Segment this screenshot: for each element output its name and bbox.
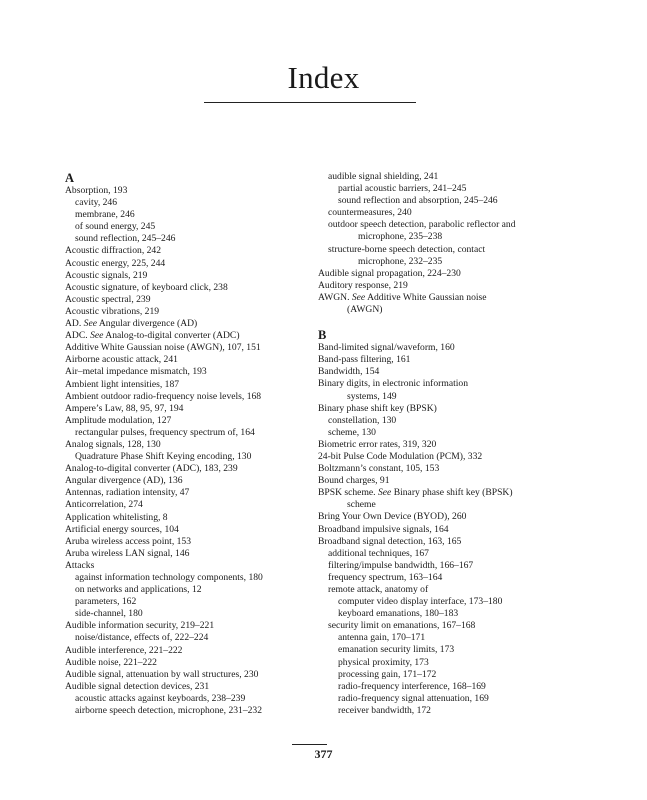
- index-entry: [318, 608, 563, 620]
- entry-text: Audible interference, 221–222: [65, 644, 183, 656]
- entry-text: sound reflection, 245–246: [75, 233, 176, 245]
- entry-text: antenna gain, 170–171: [338, 632, 426, 644]
- entry-text: computer video display interface, 173–180: [338, 596, 503, 608]
- section-gap: [318, 316, 563, 328]
- entry-text: systems, 149: [347, 390, 397, 402]
- index-entry: [318, 268, 563, 280]
- index-entry: [318, 403, 563, 415]
- entry-text: (AWGN): [347, 304, 383, 316]
- index-entry: [65, 572, 305, 584]
- entry-text: Antennas, radiation intensity, 47: [65, 487, 190, 499]
- index-entry: [65, 379, 305, 391]
- index-entry: [65, 270, 305, 282]
- entry-text: receiver bandwidth, 172: [338, 704, 431, 716]
- index-entry: [65, 620, 305, 632]
- entry-text: microphone, 235–238: [358, 231, 443, 243]
- index-entry: [65, 197, 305, 209]
- index-entry: [65, 354, 305, 366]
- entry-text: keyboard emanations, 180–183: [338, 608, 459, 620]
- entry-text: Boltzmann’s constant, 105, 153: [318, 463, 440, 475]
- see-reference: See: [83, 318, 97, 330]
- entry-text: side-channel, 180: [75, 608, 143, 620]
- entry-list-b: [318, 342, 563, 717]
- entry-text: Ambient outdoor radio-frequency noise levels, 168: [65, 390, 262, 402]
- entry-text: Angular divergence (AD), 136: [65, 475, 183, 487]
- entry-text: Ambient light intensities, 187: [65, 378, 180, 390]
- section-letter-b: B: [318, 328, 327, 343]
- index-entry: [318, 427, 563, 439]
- index-entry: [318, 693, 563, 705]
- index-entry: [318, 463, 563, 475]
- index-entry: [318, 183, 563, 195]
- entry-text: Audible noise, 221–222: [65, 656, 157, 668]
- entry-text: security limit on emanations, 167–168: [328, 620, 476, 632]
- index-entry: [65, 657, 305, 669]
- index-entry: [318, 195, 563, 207]
- page-number-rule: [292, 744, 327, 745]
- index-entry: [318, 292, 563, 304]
- entry-term: ADC.: [65, 330, 91, 342]
- entry-text: Binary digits, in electronic information: [318, 378, 469, 390]
- index-entry: [318, 342, 563, 354]
- entry-text: additional techniques, 167: [328, 547, 429, 559]
- entry-text: Broadband signal detection, 163, 165: [318, 535, 462, 547]
- entry-text: sound reflection and absorption, 245–246: [338, 195, 498, 207]
- entry-text: constellation, 130: [328, 414, 397, 426]
- entry-text: Broadband impulsive signals, 164: [318, 523, 449, 535]
- see-reference: See: [377, 487, 392, 499]
- entry-text: structure-borne speech detection, contact: [328, 243, 486, 255]
- entry-text: Acoustic vibrations, 219: [65, 305, 160, 317]
- index-entry: [65, 596, 305, 608]
- entry-text: Auditory response, 219: [318, 279, 408, 291]
- entry-text: cavity, 246: [75, 197, 118, 209]
- entry-text: rectangular pulses, frequency spectrum of, 164: [75, 426, 255, 438]
- title-rule: [204, 102, 416, 103]
- index-entry: [318, 584, 563, 596]
- index-column-right: [318, 171, 563, 717]
- entry-text: processing gain, 171–172: [338, 668, 437, 680]
- index-entry: [65, 245, 305, 257]
- entry-text: noise/distance, effects of, 222–224: [75, 632, 209, 644]
- entry-text: Audible information security, 219–221: [65, 620, 215, 632]
- entry-text: Band-limited signal/waveform, 160: [318, 342, 455, 354]
- index-entry: [65, 306, 305, 318]
- entry-text: Quadrature Phase Shift Keying encoding, 130: [75, 451, 252, 463]
- index-entry: [318, 596, 563, 608]
- entry-text: audible signal shielding, 241: [328, 171, 439, 182]
- entry-text: Additive White Gaussian noise: [365, 291, 487, 303]
- index-entry: [318, 391, 563, 403]
- index-entry: [65, 403, 305, 415]
- entry-text: Ampere’s Law, 88, 95, 97, 194: [65, 402, 184, 414]
- index-entry: [65, 632, 305, 644]
- entry-text: filtering/impulse bandwidth, 166–167: [328, 559, 474, 571]
- index-entry: [318, 681, 563, 693]
- entry-text: Acoustic signals, 219: [65, 269, 148, 281]
- index-entry: [65, 608, 305, 620]
- entry-text: Bandwidth, 154: [318, 366, 380, 378]
- index-entry: [318, 378, 563, 390]
- entry-text: Bound charges, 91: [318, 475, 390, 487]
- entry-text: airborne speech detection, microphone, 231–232: [75, 705, 263, 717]
- page-title: Index: [287, 60, 360, 95]
- index-entry: [318, 256, 563, 268]
- entry-text: radio-frequency interference, 168–169: [338, 680, 486, 692]
- index-entry: [65, 342, 305, 354]
- index-entry: [65, 512, 305, 524]
- index-entry: [65, 185, 305, 197]
- index-entry: [65, 669, 305, 681]
- index-entry: [318, 231, 563, 243]
- index-entry: [318, 499, 563, 511]
- index-entry: [318, 524, 563, 536]
- index-entry: [318, 548, 563, 560]
- see-reference: See: [351, 291, 366, 303]
- index-entry: [65, 366, 305, 378]
- index-entry: [318, 511, 563, 523]
- index-entry: [65, 282, 305, 294]
- entry-text: Acoustic diffraction, 242: [65, 245, 162, 257]
- index-entry: [65, 330, 305, 342]
- entry-text: Amplitude modulation, 127: [65, 414, 172, 426]
- index-entry: [65, 645, 305, 657]
- entry-text: Bring Your Own Device (BYOD), 260: [318, 511, 467, 523]
- index-entry: [65, 548, 305, 560]
- entry-text: against information technology components, 180: [75, 572, 263, 583]
- index-entry: [65, 536, 305, 548]
- index-entry: [65, 584, 305, 596]
- entry-text: emanation security limits, 173: [338, 644, 455, 656]
- page-number: 377: [314, 747, 333, 761]
- index-entry: [65, 439, 305, 451]
- index-entry: [65, 499, 305, 511]
- entry-text: membrane, 246: [75, 209, 135, 221]
- index-entry: [318, 572, 563, 584]
- entry-text: Air–metal impedance mismatch, 193: [65, 366, 207, 378]
- entry-text: Binary phase shift key (BPSK): [391, 487, 513, 499]
- index-entry: [318, 620, 563, 632]
- index-entry: [318, 244, 563, 256]
- entry-text: 24-bit Pulse Code Modulation (PCM), 332: [318, 450, 483, 462]
- index-entry: [65, 318, 305, 330]
- entry-text: Analog-to-digital converter (ADC): [103, 330, 240, 342]
- index-entry: [65, 451, 305, 463]
- entry-text: Binary phase shift key (BPSK): [318, 402, 437, 414]
- entry-text: parameters, 162: [75, 596, 137, 608]
- entry-term: BPSK scheme.: [318, 487, 378, 499]
- index-entry: [318, 536, 563, 548]
- entry-text: Analog-to-digital converter (ADC), 183, 239: [65, 463, 238, 475]
- index-column-left: [65, 171, 305, 717]
- section-letter-a: A: [65, 171, 75, 185]
- entry-text: Anticorrelation, 274: [65, 499, 143, 511]
- index-entry: [318, 304, 563, 316]
- entry-text: countermeasures, 240: [328, 207, 412, 219]
- entry-text: scheme, 130: [328, 426, 376, 438]
- entry-text: Artificial energy sources, 104: [65, 523, 179, 535]
- entry-text: on networks and applications, 12: [75, 584, 202, 596]
- entry-text: Aruba wireless access point, 153: [65, 535, 192, 547]
- index-entry: [318, 560, 563, 572]
- index-entry: [65, 560, 305, 572]
- index-entry: [318, 451, 563, 463]
- entry-text: Additive White Gaussian noise (AWGN), 107, 151: [65, 342, 261, 354]
- entry-text: Attacks: [65, 559, 95, 571]
- entry-text: microphone, 232–235: [358, 255, 443, 267]
- entry-text: Acoustic energy, 225, 244: [65, 257, 166, 269]
- index-entry: [318, 632, 563, 644]
- entry-text: of sound energy, 245: [75, 221, 156, 233]
- index-entry: [318, 705, 563, 717]
- index-entry: [65, 693, 305, 705]
- entry-text: Airborne acoustic attack, 241: [65, 354, 178, 366]
- entry-text: Audible signal propagation, 224–230: [318, 267, 461, 279]
- entry-text: Aruba wireless LAN signal, 146: [65, 547, 190, 559]
- entry-text: physical proximity, 173: [338, 656, 429, 668]
- entry-text: Band-pass filtering, 161: [318, 354, 411, 366]
- index-entry: [318, 171, 563, 183]
- index-entry: [318, 669, 563, 681]
- entry-text: scheme: [347, 499, 376, 511]
- see-reference: See: [90, 330, 104, 342]
- index-entry: [318, 354, 563, 366]
- entry-term: AD.: [65, 318, 84, 330]
- index-entry: [318, 644, 563, 656]
- entry-text: Audible signal, attenuation by wall structures, 230: [65, 668, 259, 680]
- index-entry: [318, 207, 563, 219]
- entry-text: acoustic attacks against keyboards, 238–239: [75, 692, 246, 704]
- entry-text: Analog signals, 128, 130: [65, 438, 161, 450]
- entry-text: radio-frequency signal attenuation, 169: [338, 692, 489, 704]
- index-entry: [318, 475, 563, 487]
- index-entry: [318, 439, 563, 451]
- index-entry: [65, 233, 305, 245]
- index-entry: [318, 366, 563, 378]
- index-entry: [65, 221, 305, 233]
- entry-text: Audible signal detection devices, 231: [65, 680, 210, 692]
- index-entry: [65, 475, 305, 487]
- entry-text: outdoor speech detection, parabolic reflector and: [328, 219, 516, 231]
- entry-text: partial acoustic barriers, 241–245: [338, 183, 467, 195]
- entry-text: Angular divergence (AD): [96, 318, 198, 330]
- entry-text: frequency spectrum, 163–164: [328, 571, 443, 583]
- index-entry: [318, 657, 563, 669]
- index-entry: [65, 463, 305, 475]
- entry-list-a-left: [65, 185, 305, 717]
- index-entry: [65, 391, 305, 403]
- entry-text: Biometric error rates, 319, 320: [318, 438, 437, 450]
- index-entry: [65, 427, 305, 439]
- entry-text: Application whitelisting, 8: [65, 511, 168, 523]
- index-entry: [65, 524, 305, 536]
- entry-text: Acoustic spectral, 239: [65, 293, 151, 305]
- index-entry: [318, 219, 563, 231]
- index-entry: [318, 487, 563, 499]
- index-entry: [65, 681, 305, 693]
- entry-term: AWGN.: [318, 291, 352, 303]
- index-entry: [318, 415, 563, 427]
- entry-text: Acoustic signature, of keyboard click, 238: [65, 281, 228, 293]
- index-entry: [65, 209, 305, 221]
- index-entry: [65, 487, 305, 499]
- index-entry: [65, 415, 305, 427]
- index-entry: [318, 280, 563, 292]
- index-entry: [65, 705, 305, 717]
- entry-text: remote attack, anatomy of: [328, 584, 429, 595]
- index-entry: [65, 258, 305, 270]
- index-entry: [65, 294, 305, 306]
- entry-list-a-right: [318, 171, 563, 316]
- entry-text: Absorption, 193: [65, 185, 128, 196]
